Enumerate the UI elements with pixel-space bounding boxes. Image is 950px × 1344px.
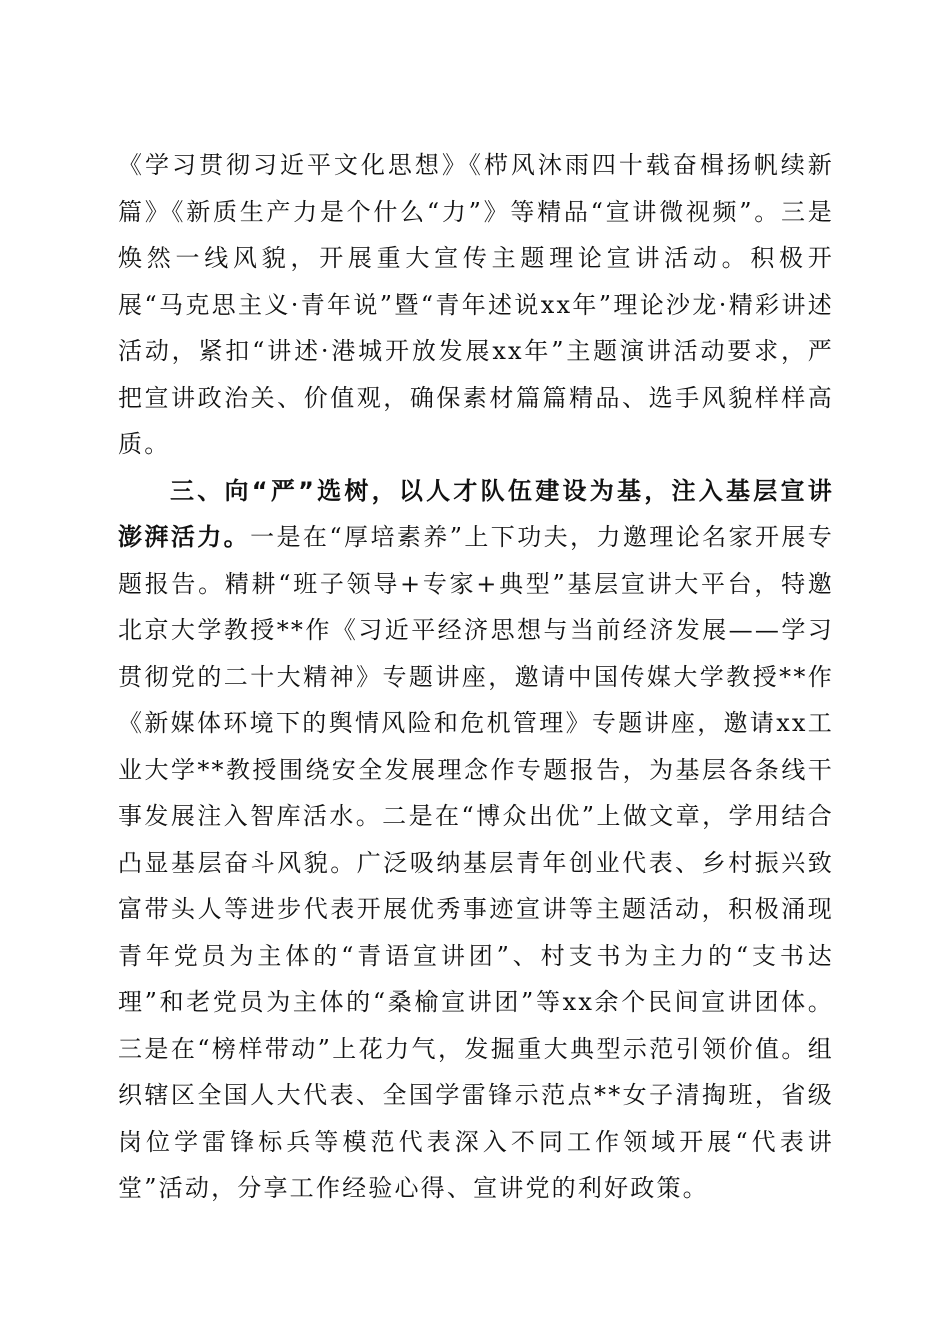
document-body — [118, 142, 834, 1212]
section-heading: 三、向“严”选树，以人才队伍建设为基，注入基层宣讲澎湃活力。 — [118, 476, 834, 551]
paragraph-text: 一是在“厚培素养”上下功夫，力邀理论名家开展专题报告。精耕“班子领导+专家+典型”基层宣讲大平台，特邀北京大学教授**作《习近平经济思想与当前经济发展——学习贯彻党的二十大精神》专题讲座，邀请中国传媒大学教授**作《新媒体环境下的舆情风险和危机管理》专题讲座，邀请xx工业大学**教授围绕安全发展理念作专题报告，为基层各条线干事发展注入智库活水。二是在“博众出优”上做文章，学用结合凸显基层奋斗风貌。广泛吸纳基层青年创业代表、乡村振兴致富带头人等进步代表开展优秀事迹宣讲等主题活动，积极涌现青年党员为主体的“青语宣讲团”、村支书为主力的“支书达理”和老党员为主体的“桑榆宣讲团”等xx余个民间宣讲团体。三是在“榜样带动”上花力气，发掘重大典型示范引领价值。组织辖区全国人大代表、全国学雷锋示范点**女子清掏班，省级岗位学雷锋标兵等模范代表深入不同工作领域开展“代表讲堂”活动，分享工作经验心得、宣讲党的利好政策。 — [118, 523, 835, 1202]
paragraph-section-three — [118, 468, 834, 1212]
paragraph-text: 《学习贯彻习近平文化思想》《栉风沐雨四十载奋楫扬帆续新篇》《新质生产力是个什么“力”》等精品“宣讲微视频”。三是焕然一线风貌，开展重大宣传主题理论宣讲活动。积极开展“马克思主义·青年说”暨“青年述说xx年”理论沙龙·精彩讲述活动，紧扣“讲述·港城开放发展xx年”主题演讲活动要求，严把宣讲政治关、价值观，确保素材篇篇精品、选手风貌样样高质。 — [118, 151, 834, 458]
paragraph-continuation — [118, 142, 834, 468]
